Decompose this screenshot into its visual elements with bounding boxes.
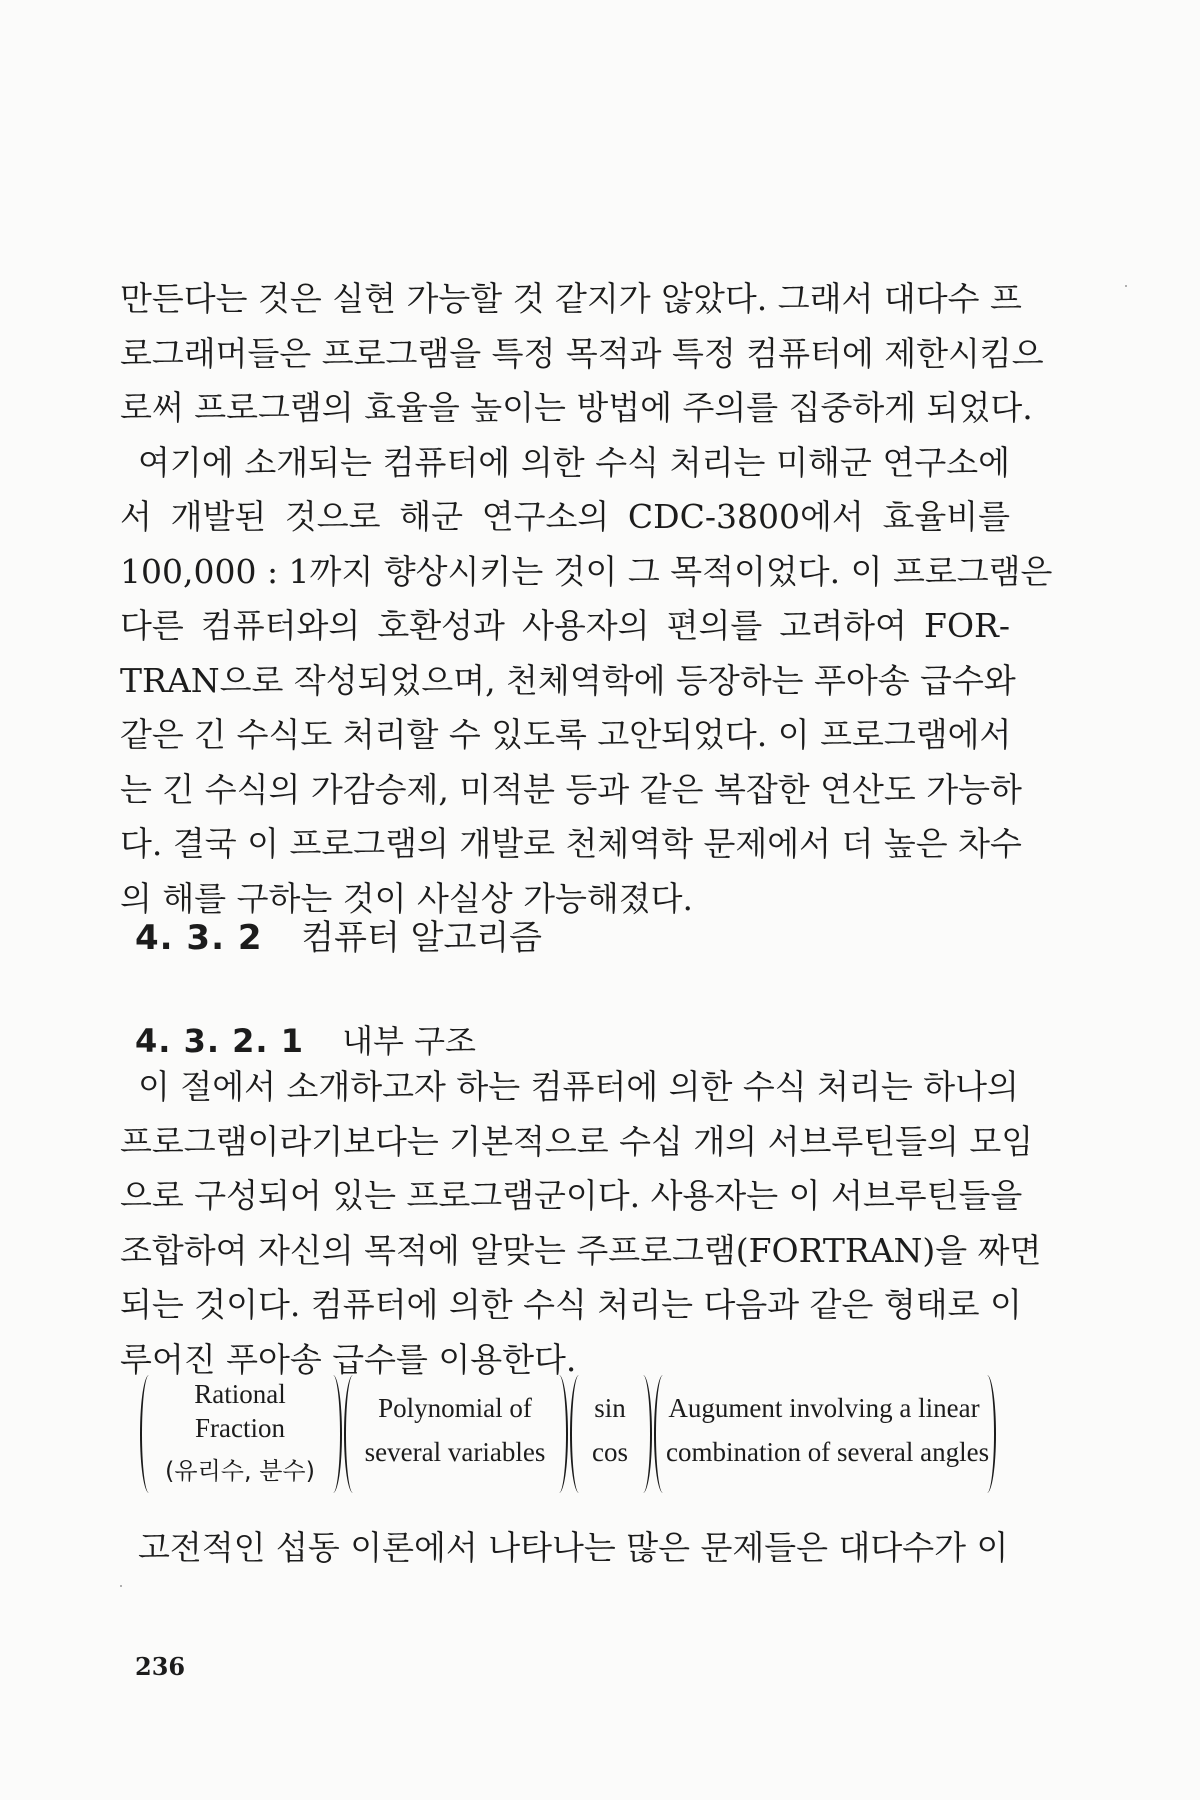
paragraph-line: 여기에 소개되는 컴퓨터에 의한 수식 처리는 미해군 연구소에: [138, 442, 1010, 482]
term-text: (유리수, 분수): [165, 1457, 315, 1485]
formula-term-argument: [654, 1375, 994, 1493]
term-text: cos: [592, 1437, 628, 1467]
paragraph-line: 다른 컴퓨터와의 호환성과 사용자의 편의를 고려하여 FOR-: [120, 606, 1010, 645]
paragraph-line: 로써 프로그램의 효율을 높이는 방법에 주의를 집중하게 되었다.: [120, 388, 1033, 427]
paragraph-line: 이 절에서 소개하고자 하는 컴퓨터에 의한 수식 처리는 하나의: [138, 1067, 1019, 1106]
term-text: several variables: [364, 1437, 546, 1467]
term-text: Polynomial of: [378, 1393, 532, 1423]
poisson-series-formula: [130, 1375, 1010, 1493]
paragraph-line: 같은 긴 수식도 처리할 수 있도록 고안되었다. 이 프로그램에서: [120, 715, 1012, 754]
subsection-title: 내부 구조: [342, 1022, 476, 1060]
paragraph-line: 100,000 : 1까지 향상시키는 것이 그 목적이었다. 이 프로그램은: [120, 551, 1053, 591]
paragraph-line: 로그래머들은 프로그램을 특정 목적과 특정 컴퓨터에 제한시킴으: [120, 333, 1044, 373]
page-number: 236: [135, 1652, 186, 1681]
body-text-tail: [120, 1522, 1010, 1577]
term-text: Rational: [194, 1379, 286, 1409]
formula-term-trig: [570, 1375, 650, 1493]
paragraph-line: 되는 것이다. 컴퓨터에 의한 수식 처리는 다음과 같은 형태로 이: [120, 1285, 1022, 1324]
right-parenthesis: [550, 1375, 568, 1493]
section-number: 4. 3. 2: [135, 918, 263, 958]
section-title: 컴퓨터 알고리즘: [301, 918, 543, 958]
formula-term-polynomial: [344, 1375, 566, 1493]
paragraph-line: 는 긴 수식의 가감승제, 미적분 등과 같은 복잡한 연산도 가능하: [120, 769, 1022, 809]
paragraph-line: 프로그램이라기보다는 기본적으로 수십 개의 서브루틴들의 모임: [120, 1121, 1034, 1161]
term-text: Fraction: [195, 1413, 285, 1443]
subsection-number: 4. 3. 2. 1: [135, 1022, 304, 1060]
paper-speck: [120, 1585, 122, 1587]
formula-term-rational-fraction: [140, 1375, 340, 1493]
paragraph-line: 루어진 푸아송 급수를 이용한다.: [120, 1339, 577, 1379]
right-parenthesis: [634, 1375, 652, 1493]
term-text: sin: [594, 1393, 626, 1423]
paragraph-line: 다. 결국 이 프로그램의 개발로 천체역학 문제에서 더 높은 차수: [120, 824, 1022, 863]
right-parenthesis: [978, 1375, 996, 1493]
term-text: combination of several angles: [666, 1437, 990, 1467]
body-text-lower: [120, 1060, 1042, 1387]
body-text-upper: [120, 272, 1053, 926]
paragraph-line: 서 개발된 것으로 해군 연구소의 CDC-3800에서 효율비를: [120, 497, 1010, 536]
paragraph-line: 만든다는 것은 실현 가능할 것 같지가 않았다. 그래서 대다수 프: [120, 279, 1022, 318]
term-text: Augument involving a linear: [668, 1393, 980, 1423]
paper-speck: [1125, 285, 1127, 287]
paragraph-line: 의 해를 구하는 것이 사실상 가능해졌다.: [120, 878, 693, 918]
section-heading: [135, 910, 542, 959]
paragraph-line: TRAN으로 작성되었으며, 천체역학에 등장하는 푸아송 급수와: [120, 660, 1016, 700]
paragraph-line: 조합하여 자신의 목적에 알맞는 주프로그램(FORTRAN)을 짜면: [120, 1230, 1042, 1270]
right-parenthesis: [324, 1375, 342, 1493]
subsection-heading: [135, 1016, 476, 1062]
paragraph-line: 으로 구성되어 있는 프로그램군이다. 사용자는 이 서브루틴들을: [120, 1176, 1023, 1215]
paragraph-line: 고전적인 섭동 이론에서 나타나는 많은 문제들은 대다수가 이: [138, 1528, 1009, 1567]
